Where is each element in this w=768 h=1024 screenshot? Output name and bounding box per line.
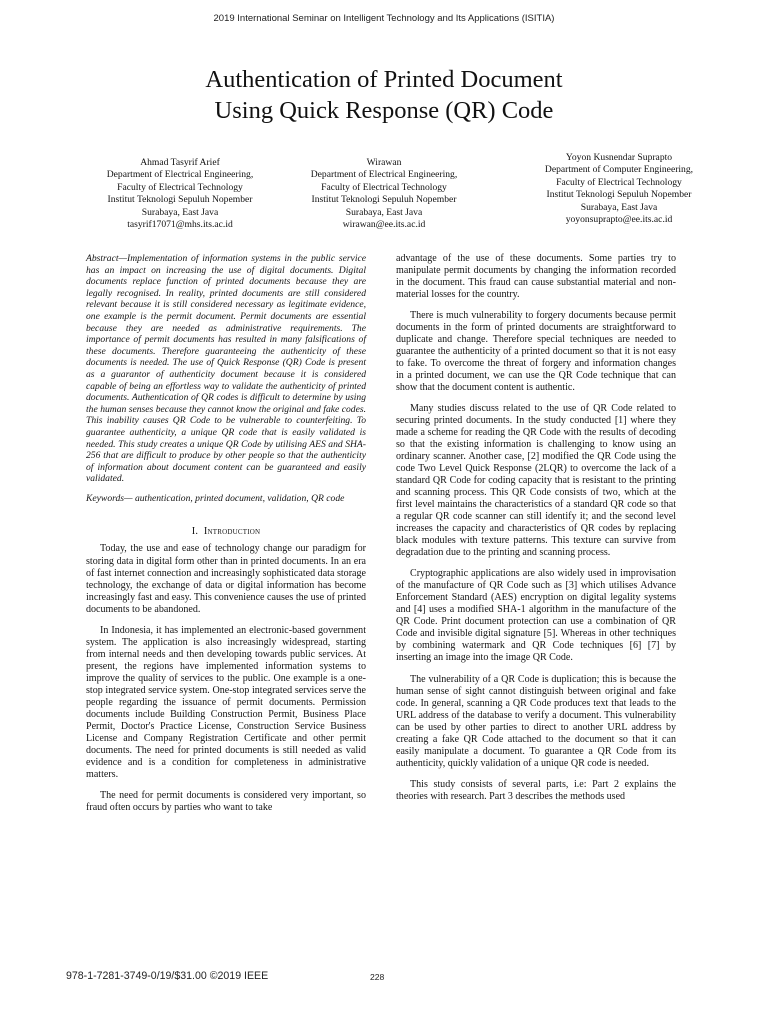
author-institute: Institut Teknologi Sepuluh Nopember <box>107 194 253 206</box>
paper-title <box>0 64 768 126</box>
author-email: wirawan@ee.its.ac.id <box>342 219 426 231</box>
author-department: Department of Electrical Engineering, <box>310 169 458 181</box>
paragraph: The vulnerability of a QR Code is duplication; this is because the human sense of sight cannot distinguish between original and fake code. In general, scanning a QR Code produces text that leads to the URL address of the database to verify a document. This vulnerability can be used by other parties to direct to another URL address by creating a fake QR Code attached to the document so that it can easily manipulate a document. To guarantee a QR Code from its authenticity, quickly validation of a unique QR code is needed. <box>396 673 676 769</box>
author-department: Department of Electrical Engineering, <box>106 169 254 181</box>
paragraph: Cryptographic applications are also widely used in improvisation of the manufacture of QR Code such as [3] which utilises Advance Enforcement Standard (AES) encryption on digital legality systems and [4] uses a modified SHA-1 algorithm in the manufacture of the QR Code. Print document protection can use a combination of QR Code and invisible digital signature [5]. Whereas in other techniques by combining watermark and QR Code techniques [6] [7] by inserting an image into the image QR Code. <box>396 568 676 664</box>
conference-header: 2019 International Seminar on Intelligent Technology and Its Applications (ISITIA) <box>213 13 555 24</box>
paragraph: This study consists of several parts, i.e: Part 2 explains the theories with research. Part 3 describes the methods used <box>396 778 676 802</box>
author-faculty: Faculty of Electrical Technology <box>321 181 447 193</box>
abstract: Abstract—Implementation of information systems in the public service has an impact on increasing the use of digital documents. Digital documents replace function of printed documents because they are legally recognised. In reality, printed documents are still considered relevant because it is still considered necessary as legitimate evidence, one example is the permit document. Permit documents are essential because they are needed as administrative requirements. The importance of permit documents has resulted in many falsifications of these documents. Therefore guaranteeing the authenticity of these documents is needed. The use of Quick Response (QR) Code is present as a guarantor of authenticity document because it is considered capable of being an effortless way to validate the authenticity of printed documents. Authentication of QR codes is difficult to determine by using the human senses because they cannot know the original and fake codes. This inability causes QR Code to be vulnerable to counterfeiting. To guarantee authenticity, a unique QR code that is easily validated is needed. This study creates a unique QR Code by utilising AES and SHA-256 that are difficult to produce by other people so that the authenticity of information about document content can be guaranteed and easily validated. <box>86 253 366 485</box>
author-name: Ahmad Tasyrif Arief <box>140 157 220 168</box>
author-2 <box>265 157 503 231</box>
title-line-2: Using Quick Response (QR) Code <box>214 97 554 124</box>
author-block <box>0 152 768 242</box>
paragraph: Today, the use and ease of technology change our paradigm for storing data in digital form other than in printed documents. In an era of fast internet connection and increasingly sophisticated data storage technology, the exchange of data or digital information has become increasingly fast and easy. This convenience causes the use of printed documents to be abandoned. <box>86 543 366 615</box>
author-email: yoyonsuprapto@ee.its.ac.id <box>565 214 673 226</box>
copyright-footer: 978-1-7281-3749-0/19/$31.00 ©2019 IEEE <box>66 970 269 982</box>
author-city: Surabaya, East Java <box>141 206 219 218</box>
right-column <box>396 253 676 803</box>
author-email: tasyrif17071@mhs.its.ac.id <box>127 219 233 231</box>
author-faculty: Faculty of Electrical Technology <box>117 181 243 193</box>
page-number: 228 <box>370 972 385 982</box>
author-city: Surabaya, East Java <box>580 201 658 213</box>
author-institute: Institut Teknologi Sepuluh Nopember <box>546 189 692 201</box>
section-heading-introduction <box>86 526 366 538</box>
paragraph: In Indonesia, it has implemented an electronic-based government system. The application is also increasingly widespread, starting from internal needs and then developing towards public services. At present, the regions have implemented information systems to improve the quality of services to the public. One example is a one-stop integrated service system. One-stop integrated services serve the people regarding the issuance of permit documents. Permission documents include Building Construction Permit, Business Place Permit, Doctor's Practice License, Construction Service Business License and Company Registration Certificate and other permit documents. The need for printed documents is still needed as valid evidence and is a condition for completeness in administrative matters. <box>86 624 366 780</box>
paragraph: The need for permit documents is considered very important, so fraud often occurs by parties who want to take <box>86 789 366 813</box>
author-department: Department of Computer Engineering, <box>544 164 694 176</box>
paragraph: There is much vulnerability to forgery documents because permit documents in the form of printed documents are straightforward to duplicate and change. Therefore special techniques are needed to guarantee the authenticity of a printed document so that it is not easy to fake. To overcome the threat of forgery and information changes in a printed document, we can use the QR Code technique that can show that the document content is authentic. <box>396 310 676 394</box>
author-faculty: Faculty of Electrical Technology <box>556 176 682 188</box>
left-column <box>86 253 366 814</box>
author-name: Yoyon Kusnendar Suprapto <box>565 152 673 163</box>
keywords: Keywords— authentication, printed document, validation, QR code <box>86 492 345 504</box>
paragraph: advantage of the use of these documents. Some parties try to manipulate permit documents by changing the information recorded in the document. This fraud can cause substantial material and non-material losses for the country. <box>396 253 676 301</box>
section-title: Introduction <box>203 526 261 538</box>
paragraph: Many studies discuss related to the use of QR Code related to securing printed documents. In the study conducted [1] where they made a scheme for reading the QR Code with the results of decoding so that the existing information is challenging to know using an ordinary scanner. Another case, [2] modified the QR Code using the code Two Level Quick Response (2LQR) to overcome the lack of a standard QR Code for coding capacity that is resistant to the printing and scanning process. This QR Code consists of two, which at the first level maintains the characteristics of a standard QR code so that a regular QR code scanner can still identify it; and the second level increases the capacity and characteristics of QR codes by replacing black modules with texture patterns. This texture can survive from degradation due to the printing and scanning process. <box>396 403 676 559</box>
author-city: Surabaya, East Java <box>345 206 423 218</box>
author-name: Wirawan <box>366 157 402 168</box>
author-1 <box>60 157 300 231</box>
author-3 <box>496 152 742 226</box>
author-institute: Institut Teknologi Sepuluh Nopember <box>311 194 457 206</box>
section-number: I. <box>191 526 199 538</box>
title-line-1: Authentication of Printed Document <box>205 66 563 93</box>
